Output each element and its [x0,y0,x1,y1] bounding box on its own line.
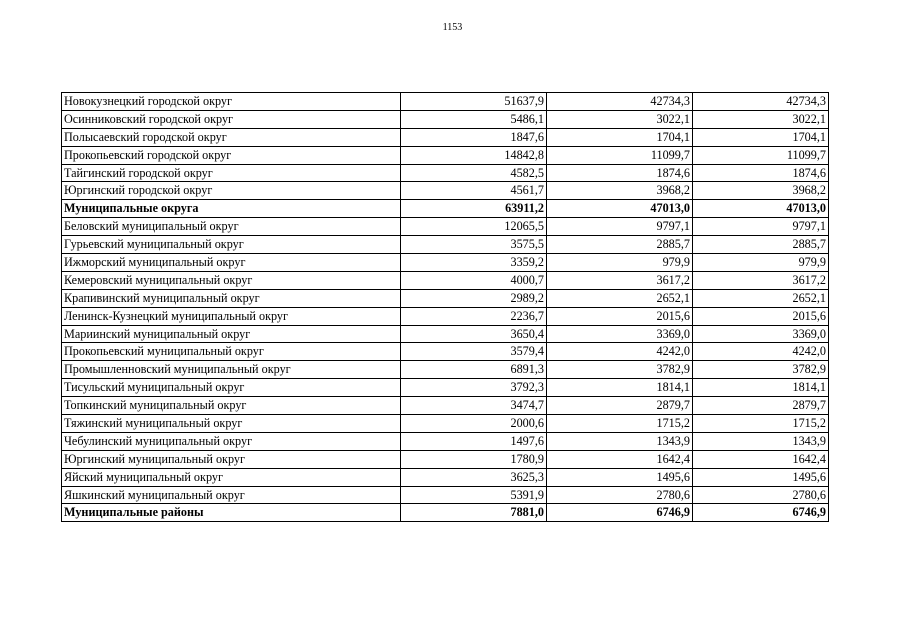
row-value-2-cell: 6746,9 [547,504,693,522]
row-value-2-cell: 2879,7 [547,397,693,415]
row-value-1-cell: 3359,2 [401,254,547,272]
table-row [62,236,829,254]
table-row [62,450,829,468]
row-value-2-cell: 1495,6 [547,468,693,486]
row-value-2-cell: 3782,9 [547,361,693,379]
table-row [62,343,829,361]
row-value-1-cell: 2000,6 [401,415,547,433]
row-value-3-cell: 2879,7 [693,397,829,415]
row-name-cell: Муниципальные районы [62,504,401,522]
row-value-1-cell: 63911,2 [401,200,547,218]
row-value-3-cell: 9797,1 [693,218,829,236]
row-value-3-cell: 2780,6 [693,486,829,504]
row-name-cell: Ленинск-Кузнецкий муниципальный округ [62,307,401,325]
row-value-1-cell: 3650,4 [401,325,547,343]
row-name-cell: Осинниковский городской округ [62,110,401,128]
row-value-2-cell: 2652,1 [547,289,693,307]
row-value-3-cell: 1495,6 [693,468,829,486]
table-row [62,254,829,272]
row-value-1-cell: 4000,7 [401,271,547,289]
row-value-3-cell: 6746,9 [693,504,829,522]
row-value-1-cell: 1497,6 [401,432,547,450]
row-value-1-cell: 12065,5 [401,218,547,236]
table-row [62,486,829,504]
row-name-cell: Крапивинский муниципальный округ [62,289,401,307]
table-row [62,468,829,486]
row-name-cell: Прокопьевский муниципальный округ [62,343,401,361]
row-value-1-cell: 3579,4 [401,343,547,361]
row-name-cell: Гурьевский муниципальный округ [62,236,401,254]
row-name-cell: Полысаевский городской округ [62,128,401,146]
row-value-1-cell: 5486,1 [401,110,547,128]
row-value-1-cell: 3792,3 [401,379,547,397]
row-value-1-cell: 5391,9 [401,486,547,504]
table-row [62,218,829,236]
row-name-cell: Ижморский муниципальный округ [62,254,401,272]
row-name-cell: Промышленновский муниципальный округ [62,361,401,379]
row-value-3-cell: 47013,0 [693,200,829,218]
row-name-cell: Топкинский муниципальный округ [62,397,401,415]
row-value-3-cell: 2652,1 [693,289,829,307]
row-value-3-cell: 11099,7 [693,146,829,164]
table-row [62,289,829,307]
table-row [62,325,829,343]
row-value-3-cell: 3617,2 [693,271,829,289]
table-row [62,379,829,397]
row-value-2-cell: 1814,1 [547,379,693,397]
row-value-2-cell: 3022,1 [547,110,693,128]
row-name-cell: Яйский муниципальный округ [62,468,401,486]
page-number: 1153 [442,22,463,33]
row-value-1-cell: 2236,7 [401,307,547,325]
row-value-1-cell: 7881,0 [401,504,547,522]
row-name-cell: Яшкинский муниципальный округ [62,486,401,504]
row-name-cell: Юргинский городской округ [62,182,401,200]
row-value-3-cell: 1814,1 [693,379,829,397]
row-value-2-cell: 3369,0 [547,325,693,343]
row-name-cell: Прокопьевский городской округ [62,146,401,164]
row-name-cell: Юргинский муниципальный округ [62,450,401,468]
row-value-3-cell: 1642,4 [693,450,829,468]
row-value-1-cell: 14842,8 [401,146,547,164]
row-name-cell: Кемеровский муниципальный округ [62,271,401,289]
row-value-2-cell: 4242,0 [547,343,693,361]
row-value-3-cell: 3369,0 [693,325,829,343]
row-value-3-cell: 2885,7 [693,236,829,254]
table-row [62,397,829,415]
row-value-1-cell: 6891,3 [401,361,547,379]
table-row [62,182,829,200]
row-value-3-cell: 1704,1 [693,128,829,146]
row-value-1-cell: 4561,7 [401,182,547,200]
row-name-cell: Тисульский муниципальный округ [62,379,401,397]
row-value-3-cell: 1715,2 [693,415,829,433]
row-value-2-cell: 1642,4 [547,450,693,468]
row-value-3-cell: 979,9 [693,254,829,272]
row-value-2-cell: 979,9 [547,254,693,272]
row-name-cell: Тяжинский муниципальный округ [62,415,401,433]
row-value-1-cell: 3474,7 [401,397,547,415]
row-value-2-cell: 1874,6 [547,164,693,182]
table-row [62,110,829,128]
row-value-2-cell: 2885,7 [547,236,693,254]
row-value-3-cell: 42734,3 [693,93,829,111]
table-row [62,307,829,325]
table-row [62,164,829,182]
row-value-2-cell: 11099,7 [547,146,693,164]
row-value-1-cell: 4582,5 [401,164,547,182]
table-row-subtotal [62,504,829,522]
row-name-cell: Мариинский муниципальный округ [62,325,401,343]
table-row [62,128,829,146]
row-value-2-cell: 1715,2 [547,415,693,433]
row-value-3-cell: 1343,9 [693,432,829,450]
table-row [62,432,829,450]
row-value-1-cell: 3575,5 [401,236,547,254]
row-value-2-cell: 1343,9 [547,432,693,450]
row-name-cell: Тайгинский городской округ [62,164,401,182]
row-name-cell: Чебулинский муниципальный округ [62,432,401,450]
row-value-1-cell: 2989,2 [401,289,547,307]
row-value-2-cell: 42734,3 [547,93,693,111]
row-value-2-cell: 1704,1 [547,128,693,146]
row-value-1-cell: 1847,6 [401,128,547,146]
row-value-3-cell: 3782,9 [693,361,829,379]
row-value-1-cell: 51637,9 [401,93,547,111]
table-row [62,93,829,111]
table-body [62,93,829,522]
row-name-cell: Беловский муниципальный округ [62,218,401,236]
table-row [62,415,829,433]
row-value-2-cell: 3968,2 [547,182,693,200]
row-value-3-cell: 4242,0 [693,343,829,361]
row-value-3-cell: 2015,6 [693,307,829,325]
table-row [62,361,829,379]
row-value-2-cell: 47013,0 [547,200,693,218]
table-row [62,271,829,289]
row-value-2-cell: 2780,6 [547,486,693,504]
row-value-1-cell: 1780,9 [401,450,547,468]
row-value-3-cell: 3022,1 [693,110,829,128]
row-value-2-cell: 2015,6 [547,307,693,325]
row-value-3-cell: 1874,6 [693,164,829,182]
row-value-2-cell: 3617,2 [547,271,693,289]
row-value-2-cell: 9797,1 [547,218,693,236]
table-row [62,146,829,164]
row-name-cell: Новокузнецкий городской округ [62,93,401,111]
row-value-1-cell: 3625,3 [401,468,547,486]
budget-table [61,92,829,522]
row-value-3-cell: 3968,2 [693,182,829,200]
row-name-cell: Муниципальные округа [62,200,401,218]
table-row-subtotal [62,200,829,218]
